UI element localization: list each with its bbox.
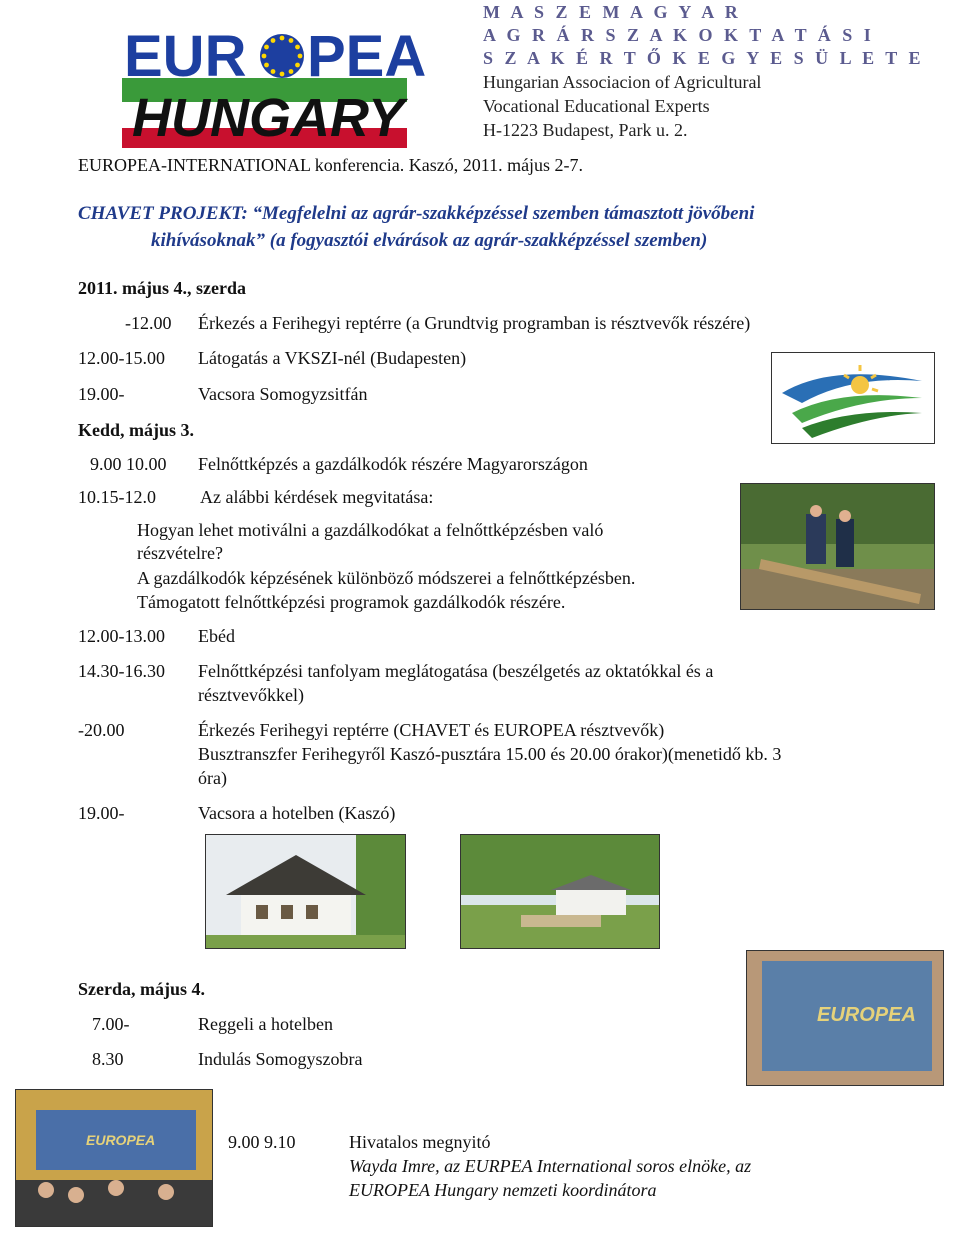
day1-item3-time: 19.00- — [78, 384, 125, 404]
dinner-time: 19.00- — [78, 803, 125, 823]
logo-pea-text: PEA — [307, 24, 427, 89]
lunch-time: 12.00-13.00 — [78, 626, 165, 646]
day2-heading: Kedd, május 3. — [78, 420, 195, 440]
day1-item1-text: Érkezés a Ferihegyi reptérre (a Grundtvig programban is résztvevők részére) — [198, 313, 751, 333]
europea-banner-photo — [746, 950, 944, 1086]
hotel-photo-1 — [205, 834, 406, 949]
departure-text: Indulás Somogyszobra — [198, 1049, 363, 1069]
course-visit-time: 14.30-16.30 — [78, 661, 165, 681]
org-name-line-1: M A S Z E M A G Y A R — [483, 2, 742, 22]
conference-line: EUROPEA-INTERNATIONAL konferencia. Kaszó, 2011. május 2-7. — [78, 155, 584, 175]
project-title-line-1: CHAVET PROJEKT: “Megfelelni az agrár-szakképzéssel szemben támasztott jövőbeni — [78, 203, 755, 224]
day1-item1-time: -12.00 — [125, 313, 172, 333]
question-line-2: részvételre? — [137, 543, 223, 563]
question-line-3: A gazdálkodók képzésének különböző módszerei a felnőttképzésben. — [137, 568, 636, 588]
arrival-text: Érkezés Ferihegyi reptérre (CHAVET és EUROPEA résztvevők) — [198, 720, 665, 740]
breakfast-text: Reggeli a hotelben — [198, 1014, 333, 1034]
day1-item3-text: Vacsora Somogyzsitfán — [198, 384, 368, 404]
day3-heading: Szerda, május 4. — [78, 979, 205, 999]
day1-heading: 2011. május 4., szerda — [78, 278, 246, 298]
day1-item2-text: Látogatás a VKSZI-nél (Budapesten) — [198, 348, 467, 368]
arrival-time: -20.00 — [78, 720, 125, 740]
opening-time: 9.00 9.10 — [228, 1132, 296, 1152]
banner-text: EUROPEA — [817, 1004, 916, 1026]
day2-item2-text: Az alábbi kérdések megvitatása: — [200, 487, 434, 507]
conference-room-photo — [15, 1089, 213, 1227]
departure-time: 8.30 — [92, 1049, 124, 1069]
course-visit-text: Felnőttképzési tanfolyam meglátogatása (beszélgetés az oktatókkal és a — [198, 661, 714, 681]
org-english-line-1: Hungarian Associacion of Agricultural — [483, 72, 762, 92]
lunch-text: Ebéd — [198, 626, 235, 646]
day2-item2-time: 10.15-12.0 — [78, 487, 156, 507]
org-english-line-2: Vocational Educational Experts — [483, 96, 710, 116]
question-line-1: Hogyan lehet motiválni a gazdálkodókat a felnőttképzésben való — [137, 520, 604, 540]
dinner-text: Vacsora a hotelben (Kaszó) — [198, 803, 396, 823]
logo-eur-text: EUR — [124, 24, 247, 89]
org-name-line-3: S Z A K É R T Ő K E G Y E S Ü L E T E — [483, 48, 924, 68]
forestry-training-photo — [740, 483, 935, 610]
project-title-line-2: kihívásoknak” (a fogyasztói elvárások az agrár-szakképzéssel szemben) — [151, 230, 708, 251]
opening-speaker-line-2: EUROPEA Hungary nemzeti koordinátora — [349, 1180, 657, 1200]
eu-stars-icon — [260, 34, 304, 78]
course-visit-text-2: résztvevőkkel) — [198, 685, 304, 705]
day1-item2-time: 12.00-15.00 — [78, 348, 165, 368]
day2-item1-time: 9.00 10.00 — [90, 454, 167, 474]
banner-text-2: EUROPEA — [86, 1132, 156, 1148]
bus-transfer-text: Busztranszfer Ferihegyről Kaszó-pusztára 15.00 és 20.00 órakor)(menetidő kb. 3 — [198, 744, 782, 764]
europea-hungary-logo — [122, 18, 427, 148]
bus-transfer-text-2: óra) — [198, 768, 227, 788]
question-line-4: Támogatott felnőttképzési programok gazdálkodók részére. — [137, 592, 566, 612]
sun-field-logo-image — [771, 352, 935, 444]
hotel-photo-2 — [460, 834, 660, 949]
breakfast-time: 7.00- — [92, 1014, 130, 1034]
day2-item1-text: Felnőttképzés a gazdálkodók részére Magyarországon — [198, 454, 588, 474]
opening-speaker-line-1: Wayda Imre, az EURPEA International soros elnöke, az — [349, 1156, 752, 1176]
opening-text: Hivatalos megnyitó — [349, 1132, 491, 1152]
logo-hungary-text: HUNGARY — [132, 88, 405, 148]
org-address: H-1223 Budapest, Park u. 2. — [483, 120, 688, 140]
org-name-line-2: A G R Á R S Z A K O K T A T Á S I — [483, 25, 875, 45]
